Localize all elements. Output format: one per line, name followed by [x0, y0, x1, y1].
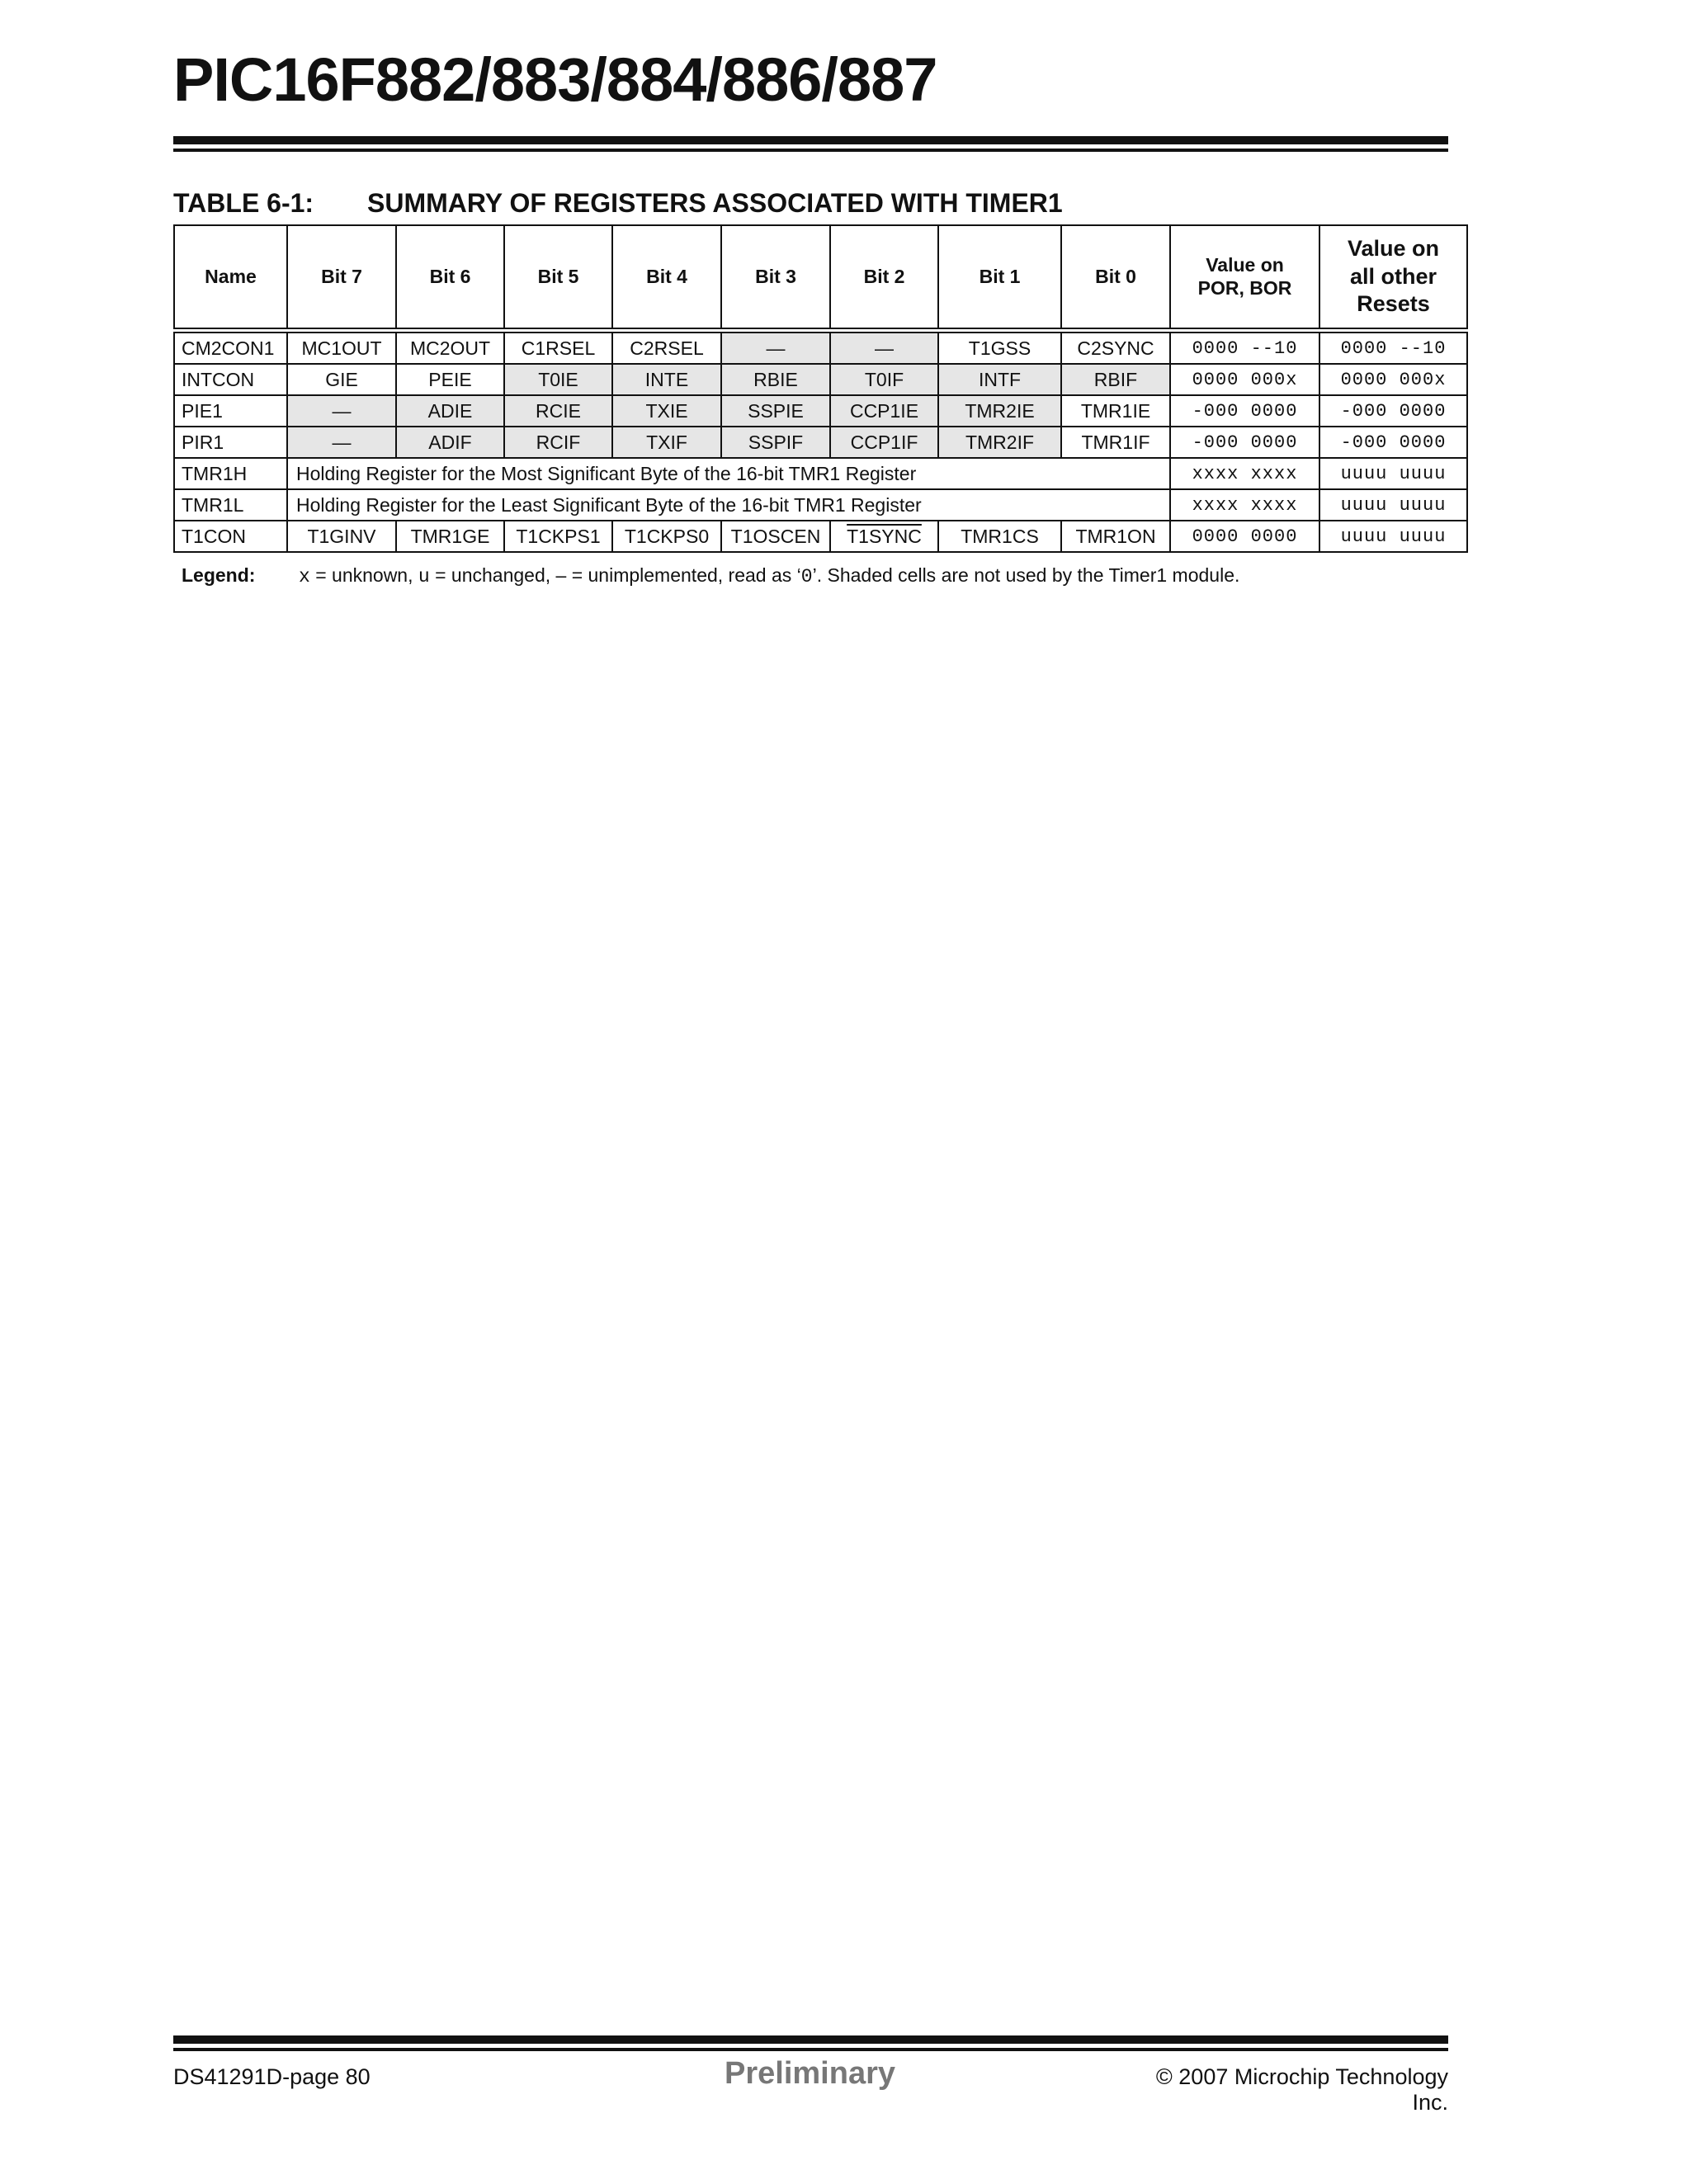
- register-name: T1CON: [174, 521, 287, 552]
- bit-cell-shaded: T0IE: [504, 364, 612, 395]
- other-reset-value: 0000 000x: [1319, 364, 1467, 395]
- bit-cell-shaded: TMR2IE: [938, 395, 1061, 427]
- bit-cell-shaded: —: [721, 331, 830, 365]
- col-header-bit5: Bit 5: [504, 225, 612, 331]
- table-row: [174, 521, 1467, 552]
- bit-cell-shaded: RBIE: [721, 364, 830, 395]
- bit-cell: TMR1IE: [1061, 395, 1170, 427]
- table-row: [174, 331, 1467, 365]
- table-legend: Legend: x = unknown, u = unchanged, – = unimplemented, read as ‘0’. Shaded cells are not used by the Timer1 module.: [182, 564, 1240, 587]
- table-row: [174, 364, 1467, 395]
- document-title: PIC16F882/883/884/886/887: [173, 45, 937, 114]
- header-rule-thick: [173, 136, 1448, 144]
- bit-cell: MC2OUT: [396, 331, 504, 365]
- bit-cell-shaded: CCP1IE: [830, 395, 938, 427]
- bit-cell-shaded: T0IF: [830, 364, 938, 395]
- bit-cell: TMR1CS: [938, 521, 1061, 552]
- bit-cell-shaded: TMR2IF: [938, 427, 1061, 458]
- bit-cell-shaded: RBIF: [1061, 364, 1170, 395]
- register-name: PIE1: [174, 395, 287, 427]
- bit-cell: TMR1ON: [1061, 521, 1170, 552]
- legend-label: Legend:: [182, 564, 256, 586]
- bit-cell-shaded: RCIF: [504, 427, 612, 458]
- table-row: [174, 395, 1467, 427]
- bit-cell-shaded: INTF: [938, 364, 1061, 395]
- bit-cell: T1CKPS0: [612, 521, 721, 552]
- table-row: [174, 489, 1467, 521]
- bit-cell-shaded: SSPIE: [721, 395, 830, 427]
- col-header-bit7: Bit 7: [287, 225, 396, 331]
- bit-cell-shaded: ADIF: [396, 427, 504, 458]
- bit-cell-shaded: —: [287, 427, 396, 458]
- col-header-name: Name: [174, 225, 287, 331]
- header-rule-thin: [173, 149, 1448, 152]
- bit-cell-overbar: T1SYNC: [830, 521, 938, 552]
- col-header-bit2: Bit 2: [830, 225, 938, 331]
- por-value: xxxx xxxx: [1170, 458, 1319, 489]
- bit-cell: C2SYNC: [1061, 331, 1170, 365]
- bit-cell-shaded: SSPIF: [721, 427, 830, 458]
- bit-cell-shaded: RCIE: [504, 395, 612, 427]
- table-caption: [173, 190, 1063, 216]
- bit-cell: T1GINV: [287, 521, 396, 552]
- other-reset-value: -000 0000: [1319, 427, 1467, 458]
- register-description: Holding Register for the Most Significant Byte of the 16-bit TMR1 Register: [287, 458, 1170, 489]
- por-value: 0000 --10: [1170, 331, 1319, 365]
- footer-rule-thick: [173, 2035, 1448, 2044]
- bit-cell: TMR1GE: [396, 521, 504, 552]
- bit-cell-shaded: TXIF: [612, 427, 721, 458]
- register-name: PIR1: [174, 427, 287, 458]
- register-name: TMR1L: [174, 489, 287, 521]
- bit-cell-shaded: ADIE: [396, 395, 504, 427]
- bit-cell: C1RSEL: [504, 331, 612, 365]
- col-header-por: Value on POR, BOR: [1170, 225, 1319, 331]
- preliminary-label: Preliminary: [725, 2056, 895, 2091]
- por-value: 0000 0000: [1170, 521, 1319, 552]
- col-header-bit1: Bit 1: [938, 225, 1061, 331]
- other-reset-value: uuuu uuuu: [1319, 458, 1467, 489]
- bit-cell-shaded: CCP1IF: [830, 427, 938, 458]
- other-reset-value: -000 0000: [1319, 395, 1467, 427]
- bit-cell: T1CKPS1: [504, 521, 612, 552]
- other-reset-value: uuuu uuuu: [1319, 489, 1467, 521]
- bit-cell: T1GSS: [938, 331, 1061, 365]
- por-value: xxxx xxxx: [1170, 489, 1319, 521]
- col-header-bit4: Bit 4: [612, 225, 721, 331]
- page-number: DS41291D-page 80: [173, 2064, 371, 2089]
- bit-cell: C2RSEL: [612, 331, 721, 365]
- register-summary-table: [173, 224, 1468, 553]
- other-reset-value: 0000 --10: [1319, 331, 1467, 365]
- footer-rule-thin: [173, 2048, 1448, 2051]
- register-name: CM2CON1: [174, 331, 287, 365]
- register-description: Holding Register for the Least Significant Byte of the 16-bit TMR1 Register: [287, 489, 1170, 521]
- bit-cell-shaded: TXIE: [612, 395, 721, 427]
- bit-cell: PEIE: [396, 364, 504, 395]
- bit-cell: MC1OUT: [287, 331, 396, 365]
- bit-cell: GIE: [287, 364, 396, 395]
- table-header-row: [174, 225, 1467, 331]
- bit-cell: T1OSCEN: [721, 521, 830, 552]
- col-header-bit0: Bit 0: [1061, 225, 1170, 331]
- por-value: 0000 000x: [1170, 364, 1319, 395]
- register-name: TMR1H: [174, 458, 287, 489]
- col-header-other-resets: Value on all other Resets: [1319, 225, 1467, 331]
- bit-cell: TMR1IF: [1061, 427, 1170, 458]
- register-name: INTCON: [174, 364, 287, 395]
- table-title: SUMMARY OF REGISTERS ASSOCIATED WITH TIMER1: [367, 188, 1063, 218]
- table-row: [174, 458, 1467, 489]
- por-value: -000 0000: [1170, 395, 1319, 427]
- bit-cell-shaded: —: [287, 395, 396, 427]
- table-number: TABLE 6-1:: [173, 188, 314, 218]
- bit-cell-shaded: —: [830, 331, 938, 365]
- other-reset-value: uuuu uuuu: [1319, 521, 1467, 552]
- copyright: © 2007 Microchip Technology Inc.: [1155, 2064, 1448, 2115]
- col-header-bit3: Bit 3: [721, 225, 830, 331]
- table-row: [174, 427, 1467, 458]
- bit-cell-shaded: INTE: [612, 364, 721, 395]
- col-header-bit6: Bit 6: [396, 225, 504, 331]
- por-value: -000 0000: [1170, 427, 1319, 458]
